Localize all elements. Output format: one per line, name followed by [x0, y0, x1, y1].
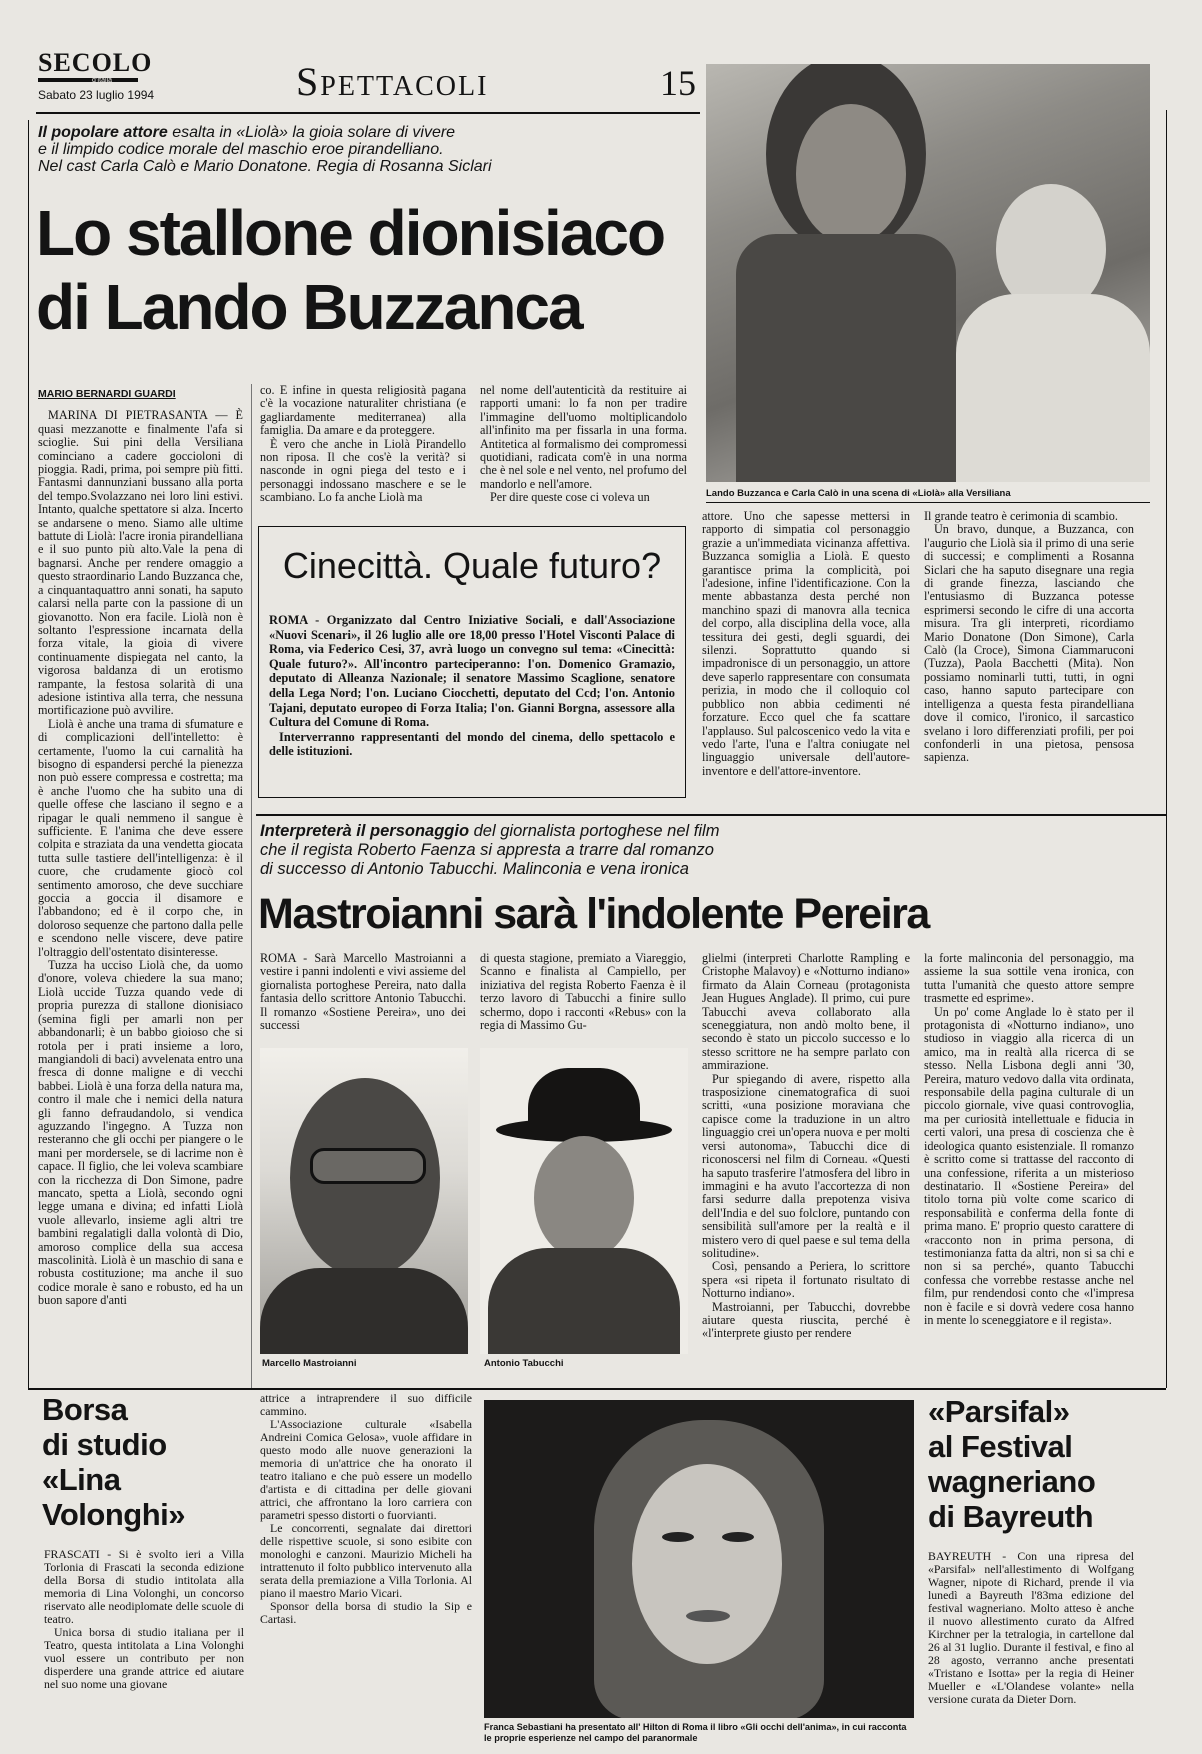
second-kicker-bold: Interpreterà il personaggio [260, 822, 470, 840]
tabucchi-photo [480, 1048, 688, 1354]
issue-date: Sabato 23 luglio 1994 [38, 88, 155, 102]
borsa-headline-line: «Lina [42, 1462, 121, 1497]
lead-col1-para: Tuzza ha ucciso Liolà che, da uomo d'onore, voleva chiedere la sua mano; Liolà uccide Tuzza quando vede di propria purezza di stallone dionisiaco (semina figli per amarli non per abbandonarli; è un babbo gioioso che si rotola per i prati insieme a loro, mangiandoli di baci) avvelenata entro una fresca di donne maligne e di vecchi babbei. Liolà è una forza della natura ma, contro il male che i nemici della natura gli fanno defraudandolo, si vendica aguzzando l'ingegno. A Tuzza non resteranno che gli occhi per piangere o le mani per mordersele, se di lacrime non è capace. Il figlio, che lei voleva scambiare con la ricchezza di Don Simone, padre mancato, spetta a Liolà, secondo ogni legge umana e divina; ed infatti Liolà vuole allevarlo, insieme agli altri tre bambini regalatigli dalla volontà di Dio, amoroso complice della sua accesa mascolinità. Liolà è un maschio di sana e robusta costituzione; ma anche il suo codice morale è sano e robusto, ed ha un buon sapore d'anti [38, 958, 243, 1308]
left-frame-line [28, 120, 29, 1388]
cinecitta-title: Cinecittà. Quale futuro? [282, 545, 662, 586]
lead-col-3 [480, 384, 687, 516]
tabucchi-caption: Antonio Tabucchi [484, 1358, 564, 1369]
second-col3-para: Così, pensando a Periera, lo scrittore spera «si ripeta il fortunato risultato di Notturno indiano». [702, 1259, 910, 1301]
parsifal-headline [928, 1394, 1158, 1534]
mastroianni-glasses [310, 1148, 426, 1184]
second-kicker-line1: del giornalista portoghese nel film [469, 822, 720, 840]
lead-col1-para: Liolà è anche una trama di sfumature e di complicazioni dell'intelletto: è certamente, l'uomo la cui carnalità ha bisogno di espandersi perché la pienezza non può essere compressa e costretta; ma è anche l'uomo che ha subito una di quelle offese che lasciano il segno e a ripagar le quali nemmeno il sangue è sufficiente. E l'anima che deve essere colpita e straziata da una vendetta giocata tutta sulle tastiere dell'intelligenza: è il cuore, che crudamente giocò col sentimento amoroso, che deve succhiare goccia a goccia il disamore e l'abbandono; ed è il corpo che, in doloroso sequenze che partono dalla pelle e scendono nelle viscere, deve patire l'oltraggio dell'ostentato disinteresse. [38, 716, 243, 959]
sebastiani-eye-right [722, 1532, 754, 1542]
lead-byline: MARIO BERNARDI GUARDI [38, 388, 176, 400]
second-col3-para: Pur spiegando di avere, rispetto alla trasposizione cinematografica di suoi scritti, «una posizione moraviana che capisce come la traduzione in un altro linguaggio crei un'opera nuova e per molti versi autonoma», Tabucchi dice di riconoscersi nel film di Corneau. «Questi ha saputo trasferire l'atmosfera del libro in immagini e ha avuto l'accortezza di non farsi sedurre dalla prepotenza visiva dell'India e del suo folclore, puntando con sensibilità sull'amore per la realtà e il mistero vero di quel paese e sul tema della solitudine». [702, 1071, 910, 1260]
borsa-col-2 [260, 1392, 472, 1744]
lead-kicker-line3: Nel cast Carla Calò e Mario Donatone. Regia di Rosanna Siclari [38, 158, 492, 175]
section-title: Spettacoli [296, 59, 489, 104]
borsa-col1-para: FRASCATI - Si è svolto ieri a Villa Torlonia di Frascati la seconda edizione della Borsa di studio intitolata alla memoria di Lina Volonghi, un concorso riservato alle neodiplomate delle scuole di teatro. [44, 1548, 244, 1626]
borsa-headline [42, 1392, 242, 1532]
lead-col2-para: co. E infine in questa religiosità pagana c'è la vocazione naturaliter christiana (e gagliardamente mediterranea) alla famiglia. Da amare e da proteggere. [260, 384, 466, 438]
borsa-col-1 [44, 1548, 244, 1744]
lead-col2-para: È vero che anche in Liolà Pirandello non riposa. Il che cos'è la verità? si nasconde in ogni piega del testo e i personaggi indossano maschere e se le scambiano. Lo fa anche Liolà ma [260, 436, 466, 505]
lead-photo-caption: Lando Buzzanca e Carla Calò in una scena di «Liolà» alla Versiliana [706, 488, 1011, 499]
borsa-col2-para: Sponsor della borsa di studio la Sip e Cartasi. [260, 1599, 472, 1626]
lead-col3-para: nel nome dell'autenticità da restituire ai rapporti umani: lo fa non per tradire l'immagine dell'uomo moltiplicandolo all'infinito ma per fissarla in una forma. Antitetica al formalismo dei compromessi quotidiani, radicata com'è in una norma che è nel sole e nel vento, nel profumo del mandorlo e nell'amore. [480, 384, 687, 491]
lead-col5-para: Il grande teatro è cerimonia di scambio. [924, 510, 1118, 523]
paper-name: SECOLO [38, 48, 153, 77]
mastroianni-caption: Marcello Mastroianni [262, 1358, 357, 1369]
lead-col4-para: attore. Uno che sapesse mettersi in rapporto di simpatia col personaggio grazie a un'immediata vicinanza affettiva. Buzzanca somiglia a Liolà. E questo garantisce prima la complicità, poi l'adesione, infine l'identificazione. Con la mente abbastanza desta perché non manchino spazi di manovra alla tecnica del corpo, alla disciplina della voce, alla tessitura dei gesti, degli sguardi, dei silenzi. Soprattutto quando si impadronisce di un personaggio, un attore deve saperlo rappresentare con consumata perizia, in modo che il colloquio col pubblico non abbia cedimenti né forzature. Ecco quel che fa scattare l'applauso. Sul palcoscenico vedo la vita e vedo l'arte, l'una e l'altra coniugate nel linguaggio universale dell'autore-inventore e dell'attore-inventore. [702, 510, 910, 778]
second-col-1 [260, 952, 466, 1042]
second-col3-para: Mastroianni, per Tabucchi, dovrebbe aiutare questa riuscita, perché è «l'interprete giusto per rendere [702, 1299, 910, 1341]
right-frame-line [1166, 110, 1167, 1388]
sebastiani-eye-left [662, 1532, 694, 1542]
lead-kicker-bold: Il popolare attore [38, 124, 168, 141]
second-kicker [260, 822, 1020, 879]
buzzanca-face [796, 104, 906, 244]
parsifal-headline-line: di Bayreuth [928, 1499, 1094, 1534]
mastroianni-shoulders [260, 1268, 468, 1354]
borsa-col2-para: attrice a intraprendere il suo difficile cammino. [260, 1392, 472, 1418]
lead-col5-para: Un bravo, dunque, a Buzzanca, con l'augurio che Liolà sia il primo di una serie di successi; e complimenti a Rosanna Siclari che ha saputo disegnare una regia di grande finezza, lasciando che l'entusiasmo di Buzzanca potesse esprimersi secondo le cifre di una accorta misura. Tra gli interpreti, ricordiamo Mario Donatone (Don Simone), Carla Calò (la Croce), Simona Ciammaruconi (Tuzza), Paola Bacchetti (Mita). Non possiamo nominarli tutti, tutti, in ogni caso, hanno saputo partecipare con intelligenza a questa festa pirandelliana dove il comico, l'ironico, il sarcastico svelano i loro differenziati profili, per poi confonderli in una pietosa, pensosa sapienza. [924, 522, 1134, 765]
borsa-col2-para: L'Associazione culturale «Isabella Andreini Comica Gelosa», vuole affidare in questo modo alle nuove generazioni la memoria di un'attrice che ha onorato il teatro italiano e che può essere un modello d'artista e di cittadina per delle giovani attrici, che affrontano la loro carriera con parametri spesso distorti o fuorvianti. [260, 1417, 472, 1522]
lead-kicker [38, 124, 638, 175]
second-article-rule [256, 814, 1166, 816]
second-col-2 [480, 952, 686, 1042]
borsa-col2-para: Le concorrenti, segnalate dai direttori delle rispettive scuole, si sono esibite con monologhi e canzoni. Maurizio Micheli ha intrattenuto il folto pubblico intervenuto alla serata della premiazione a Villa Torlonia. Al piano il maestro Mario Vicari. [260, 1521, 472, 1600]
second-col1-para: ROMA - Sarà Marcello Mastroianni a vestire i panni indolenti e vivi assieme del giornalista portoghese Pereira, nato dalla fantasia dello scrittore Antonio Tabucchi. Il romanzo «Sostiene Pereira», uno dei successi [260, 952, 466, 1033]
second-col-3 [702, 952, 910, 1376]
masthead-rule [36, 112, 700, 114]
masthead-underline [38, 78, 138, 82]
lead-kicker-line2: e il limpido codice morale del maschio eroe pirandelliano. [38, 141, 444, 158]
second-kicker-line3: di successo di Antonio Tabucchi. Malinconia e vena ironica [260, 860, 689, 878]
second-kicker-line2: che il regista Roberto Faenza si appresta a trarre dal romanzo [260, 841, 714, 859]
second-col-4 [924, 952, 1134, 1376]
lead-kicker-line1: esalta in «Liolà» la gioia solare di vivere [167, 124, 456, 141]
sebastiani-lips [686, 1610, 730, 1622]
borsa-headline-line: Borsa [42, 1392, 128, 1427]
sebastiani-caption: Franca Sebastiani ha presentato all' Hilton di Roma il libro «Gli occhi dell'anima», in cui racconta le proprie esperienze nel campo del paranormale [484, 1722, 907, 1743]
parsifal-headline-line: «Parsifal» [928, 1394, 1070, 1429]
lead-headline [36, 196, 676, 344]
tabucchi-hat-crown [528, 1068, 640, 1132]
second-col2-para: di questa stagione, premiato a Viareggio, Scanno e finalista al Campiello, per iniziativa del regista Roberto Faenza è il terzo lavoro di Tabucchi a finire sullo schermo, dopo i racconti «Rebus» con la regia di Massimo Gu- [480, 952, 686, 1033]
borsa-col1-para: Unica borsa di studio italiana per il Teatro, questa intitolata a Lina Volonghi vuol essere un contributo per non disperdere una grande attrice ed aiutare nel suo nome una giovane [44, 1625, 244, 1691]
calo-body [956, 294, 1150, 482]
lead-col-5 [924, 510, 1134, 804]
lead-col3-para: Per dire queste cose ci voleva un [490, 490, 650, 505]
lead-photo-rule [706, 502, 1150, 503]
parsifal-col-1 [928, 1550, 1134, 1744]
lead-headline-line1: Lo stallone dionisiaco [36, 197, 665, 269]
cinecitta-para: Interverranno rappresentanti del mondo del cinema, dello spettacolo e delle istituzioni. [269, 729, 675, 759]
tabucchi-face [534, 1136, 634, 1260]
borsa-headline-line: Volonghi» [42, 1497, 186, 1532]
sebastiani-photo [484, 1400, 914, 1718]
buzzanca-calo-photo [706, 64, 1150, 482]
tabucchi-shoulders [488, 1248, 680, 1354]
paper-subname: d'Italia [92, 77, 113, 84]
second-col4-para: la forte malinconia del personaggio, ma assieme la sua sottile vena ironica, con tutta l'umanità che questo attore sempre trasmette ed esprime». [924, 952, 1134, 1006]
page-number: 15 [660, 63, 696, 103]
cinecitta-body [269, 613, 675, 793]
bottom-section-rule [28, 1388, 1166, 1390]
buzzanca-body [736, 234, 956, 482]
borsa-headline-line: di studio [42, 1427, 167, 1462]
second-headline: Mastroianni sarà l'indolente Pereira [258, 890, 929, 938]
column-rule [251, 384, 252, 1388]
parsifal-headline-line: al Festival [928, 1429, 1073, 1464]
parsifal-headline-line: wagneriano [928, 1464, 1096, 1499]
cinecitta-para: ROMA - Organizzato dal Centro Iniziative Sociali, e dall'Associazione «Nuovi Scenari», il 26 luglio alle ore 18,00 presso l'Hotel Visconti Palace di Roma, via Federico Cesi, 37, avrà luogo un convegno sul tema: «Cinecittà: Quale futuro?». All'incontro parteciperanno: l'on. Domenico Gramazio, deputato di Alleanza Nazionale; il senatore Massimo Scaglione, senatore della Lega Nord; l'on. Luciano Ciocchetti, deputato del Ccd; l'on. Antonio Tajani, deputato europeo di Forza Italia; l'on. Gianni Borgna, assessore alla Cultura del Comune di Roma. [269, 613, 675, 730]
sebastiani-face [632, 1464, 782, 1664]
cinecitta-box [258, 526, 686, 798]
lead-col1-para: MARINA DI PIETRASANTA — È quasi mezzanotte e finalmente l'afa si scioglie. Sui pini della Versiliana cominciano a cadere goccioloni di pioggia. Radi, prima, poi sempre più fitti. Fantasmi dannunziani bussano alla porta del tempo.Svolazzano nei loro lini estivi. Intanto, qualche spettatore si alza. Incerto se andarsene o meno. Siamo alle ultime battute di Liolà: l'acre ironia pirandelliana e il suo punto più alto.Vale la pena di bagnarsi. Anche per rendere omaggio a questo straordinario Lando Buzzanca che, a cinquantaquattro anni sonati, ha saputo calarsi nella parte con la passione di un giovanotto. Non era facile. Liolà non è soltanto l'espressione incarnata della forza vitale, la gioia di vivere continuamente dispiegata nel canto, la vigorosa baldanza di un erotismo rampante, la festosa solarità di una adesione istintiva alla terra, che nessuna mortificazione può avvilire. [38, 408, 243, 718]
lead-col-1 [38, 388, 243, 1372]
lead-col-2 [260, 384, 466, 516]
second-col4-para: Un po' come Anglade lo è stato per il protagonista di «Notturno indiano», uno studioso in viaggio alla ricerca di un amico, ma in realtà alla ricerca di se stesso. Nella Lisbona degli anni '30, Pereira, maturo vedovo dalla vita ordinata, responsabile della pagina culturale di un piccolo giornale, vive quasi controvoglia, ma per curiosità intellettuale e fiducia in certi valori, una presa di coscienza che è ideologica quanto esistenziale. Il romanzo è scritto come si trattasse del racconto di una confessione, riferita a un misterioso destinatario. Il «Sostiene Pereira» del titolo torna più volte come scarico di responsabilità e conferma della fonte di prima mano. E' proprio questo carattere di «racconto non in prima persona, di testimonianza fatta da altri, non si sa chi e non si sa perché», quanto Tabucchi confessa che vorrebbe restasse anche nel film, pur rendendosi conto che «l'impresa non è facile e si dovrà vedere cosa hanno in mente lo sceneggiatore e il regista». [924, 1004, 1134, 1327]
mastroianni-photo [260, 1048, 468, 1354]
parsifal-col1-para: BAYREUTH - Con una ripresa del «Parsifal» nell'allestimento di Wolfgang Wagner, nipote di Richard, prende il via lunedì a Bayreuth l'83ma edizione del festival wagneriano. Molto atteso è anche il nuovo allestimento curato da Alfred Kirchner per la tetralogia, in cartellone dal 26 al 31 luglio. Durante il festival, e fino al 28 agosto, verranno anche presentati «Tristano e Isotta» per la regia di Heiner Mueller e «L'Olandese volante» nella versione curata da Dieter Dorn. [928, 1550, 1134, 1706]
second-col3-para: glielmi (interpreti Charlotte Rampling e Cristophe Malavoy) e «Notturno indiano» firmato da Alain Corneau (protagonista Jean Hugues Anglade). Il primo, cui pure Tabucchi aveva collaborato alla sceneggiatura, non andò molto bene, il secondo è stato un piccolo successo e lo stesso scrittore ne ha sempre parlato con ammirazione. [702, 952, 910, 1073]
lead-col-4 [702, 510, 910, 804]
lead-headline-line2: di Lando Buzzanca [36, 271, 582, 343]
